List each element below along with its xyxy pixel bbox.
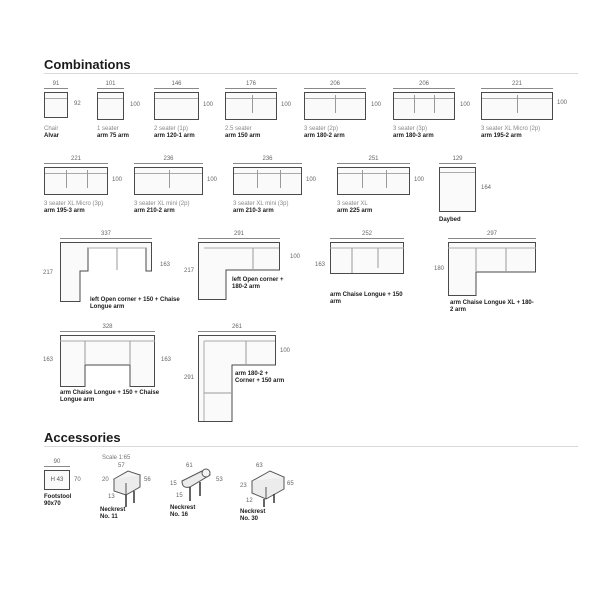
item-arm-chaise-longue-xl[interactable] [434,231,536,313]
dim-depth: 217 [43,270,54,276]
item-3-seater-xl-mini-2p[interactable] [134,156,218,214]
sofa-plan [393,92,455,120]
caption-main: Alvar [44,133,60,139]
dim-width: 221 [44,156,108,163]
dim-width: 251 [337,156,410,163]
caption [240,509,265,523]
dim-depth: 100 [306,177,317,183]
neckrest-11-drawing [100,465,160,507]
dim-width: 261 [198,324,276,331]
caption-line2: No. 11 [100,514,118,520]
item-1-seater[interactable] [97,81,141,139]
dim-depth: 70 [74,477,81,483]
dim-a: 57 [118,463,125,469]
caption [481,126,540,140]
caption-line1: Neckrest [240,509,266,515]
item-2-seater[interactable] [154,81,214,139]
dim-depth: 180 [434,266,445,272]
dim-depth: 92 [74,101,81,107]
dim-depth: 100 [371,102,382,108]
sofa-plan [60,242,152,302]
caption [393,126,434,140]
dim-width: 221 [481,81,553,88]
dim-width: 252 [330,231,404,238]
caption [225,126,260,140]
caption-main: arm 150 arm [225,133,261,139]
item-3-seater-xl[interactable] [337,156,425,214]
accessories-title: Accessories [44,430,121,445]
dim-depth: 163 [43,357,54,363]
caption-main: arm 195-2 arm [481,133,522,139]
dim-d: 12 [246,498,253,504]
caption [44,494,71,508]
caption-main: arm 210-3 arm [233,208,274,214]
accessory-neckrest-30[interactable] [240,465,300,525]
caption [100,507,125,521]
dim-depth: 100 [203,102,214,108]
caption-main: arm 225 arm [337,208,373,214]
item-chair[interactable] [44,81,81,139]
accessories-divider [44,446,578,447]
dim-b: 23 [240,483,247,489]
dim-depth: 100 [460,102,471,108]
dim-width: 337 [60,231,152,238]
caption [304,126,345,140]
item-arm-chaise-longue-150[interactable] [315,231,404,305]
dim-depth: 100 [130,102,141,108]
item-3-seater-xl-micro-3p[interactable] [44,156,123,214]
caption [330,292,410,306]
caption [154,126,195,140]
dim-a: 63 [256,463,263,469]
accessory-neckrest-11[interactable] [100,465,160,525]
dim-c: 56 [144,477,151,483]
caption [44,201,103,215]
caption-sub: 3 seater (2p) [304,126,339,132]
item-left-open-corner-180[interactable] [184,231,301,300]
dim-width: 146 [154,81,199,88]
caption [44,126,59,140]
dim-depth: 163 [315,262,326,268]
sofa-plan [97,92,124,120]
accessory-footstool[interactable] [44,459,81,507]
caption-sub: 3 seater XL Micro (2p) [481,126,541,132]
dim-d: 15 [176,493,183,499]
caption [90,297,180,311]
item-3-seater-xl-micro-2p[interactable] [481,81,568,139]
caption-main: arm 180-2 arm [304,133,345,139]
accessory-neckrest-16[interactable] [170,465,230,525]
caption [97,126,129,140]
caption-line1: Neckrest [170,505,196,511]
caption-main: arm 195-3 arm [44,208,85,214]
dim-b: 15 [170,481,177,487]
caption [235,371,285,385]
caption-main: arm 75 arm [97,133,130,139]
dim-width: 291 [198,231,280,238]
caption-main: arm Chaise Longue XL + 180-2 arm [450,300,534,313]
footstool-plan [44,470,70,490]
caption-main: arm 120-1 arm [154,133,195,139]
combinations-title: Combinations [44,57,131,72]
sofa-plan [481,92,553,120]
caption-line2: No. 16 [170,512,189,518]
caption-main: arm 210-2 arm [134,208,175,214]
sofa-plan [304,92,366,120]
caption-main: arm Chaise Longue + 150 arm [330,292,403,305]
caption [450,300,535,314]
caption [439,217,461,224]
dim-width: 101 [97,81,124,88]
caption-main: arm 180-3 arm [393,133,434,139]
dim-depth-right: 163 [161,357,172,363]
item-3-seater-xl-mini-3p[interactable] [233,156,317,214]
dim-depth: 100 [281,102,292,108]
item-left-open-corner-chaise[interactable] [43,231,180,310]
caption-sub: 3 seater XL [337,201,368,207]
dim-d: 13 [108,494,115,500]
combinations-divider [44,73,578,74]
dim-c: 65 [287,481,294,487]
caption-line2: No. 30 [240,516,259,522]
item-arm-180-corner-150[interactable] [184,324,291,422]
dim-width: 90 [44,459,70,466]
item-3-seater-3p[interactable] [393,81,471,139]
caption-sub: 3 seater XL mini (2p) [134,201,190,207]
sofa-plan [134,167,203,195]
caption [337,201,372,215]
dim-depth: 100 [112,177,123,183]
dim-b: 20 [102,477,109,483]
sofa-plan [198,242,280,300]
caption-main: arm 180-2 + Corner + 150 arm [235,371,285,384]
sofa-plan [233,167,302,195]
dim-width: 328 [60,324,155,331]
item-arm-chaise-150-chaise[interactable] [43,324,172,403]
caption [170,505,195,519]
caption-main: left Open corner + 180-2 arm [232,277,284,290]
sofa-plan [60,335,155,387]
dim-depth-right: 100 [280,348,291,354]
caption-sub: 3 seater (3p) [393,126,428,132]
dim-width: 129 [439,156,476,163]
dim-depth: 100 [207,177,218,183]
sofa-plan [44,167,108,195]
item-3-seater-2p[interactable] [304,81,382,139]
sofa-plan [225,92,277,120]
caption-sub: 3 seater XL Micro (3p) [44,201,104,207]
caption [232,277,294,291]
sofa-plan [154,92,199,120]
caption-main: arm Chaise Longue + 150 + Chaise Longue arm [60,390,160,403]
caption-sub: Chair [44,126,59,132]
sofa-plan [448,242,536,296]
caption-line1: Neckrest [100,507,126,513]
caption-sub: 2 seater (1p) [154,126,189,132]
caption-line2: 90x70 [44,501,61,507]
sofa-plan [44,92,68,118]
dim-width: 206 [304,81,366,88]
caption-sub: 3 seater XL mini (3p) [233,201,289,207]
dim-depth-right: 100 [290,254,301,260]
dim-a: 61 [186,463,193,469]
dim-width: 236 [134,156,203,163]
sofa-plan [439,167,476,212]
neckrest-30-drawing [240,465,300,507]
caption-sub: 2.5 seater [225,126,252,132]
caption [134,201,189,215]
sofa-plan [330,242,404,274]
caption-line1: Footstool [44,494,72,500]
sofa-plan [337,167,410,195]
dim-depth: 100 [414,177,425,183]
dim-depth: 164 [481,185,492,191]
scale-note: Scale 1:65 [102,455,131,461]
caption [60,390,160,404]
dim-width: 206 [393,81,455,88]
dim-c: 53 [216,477,223,483]
item-daybed[interactable] [439,156,492,223]
dim-width: 236 [233,156,302,163]
dim-depth: 291 [184,375,195,381]
caption-main: Daybed [439,217,461,223]
dim-depth-right: 163 [160,262,171,268]
caption [233,201,288,215]
dim-depth: 100 [557,100,568,106]
dim-width: 91 [44,81,68,88]
caption-main: left Open corner + 150 + Chaise Longue arm [90,297,180,310]
dim-height: H 43 [50,477,64,483]
neckrest-16-drawing [170,465,230,507]
item-2-5-seater[interactable] [225,81,292,139]
dim-depth: 217 [184,268,195,274]
dim-width: 176 [225,81,277,88]
caption-sub: 1 seater [97,126,119,132]
dim-width: 297 [448,231,536,238]
